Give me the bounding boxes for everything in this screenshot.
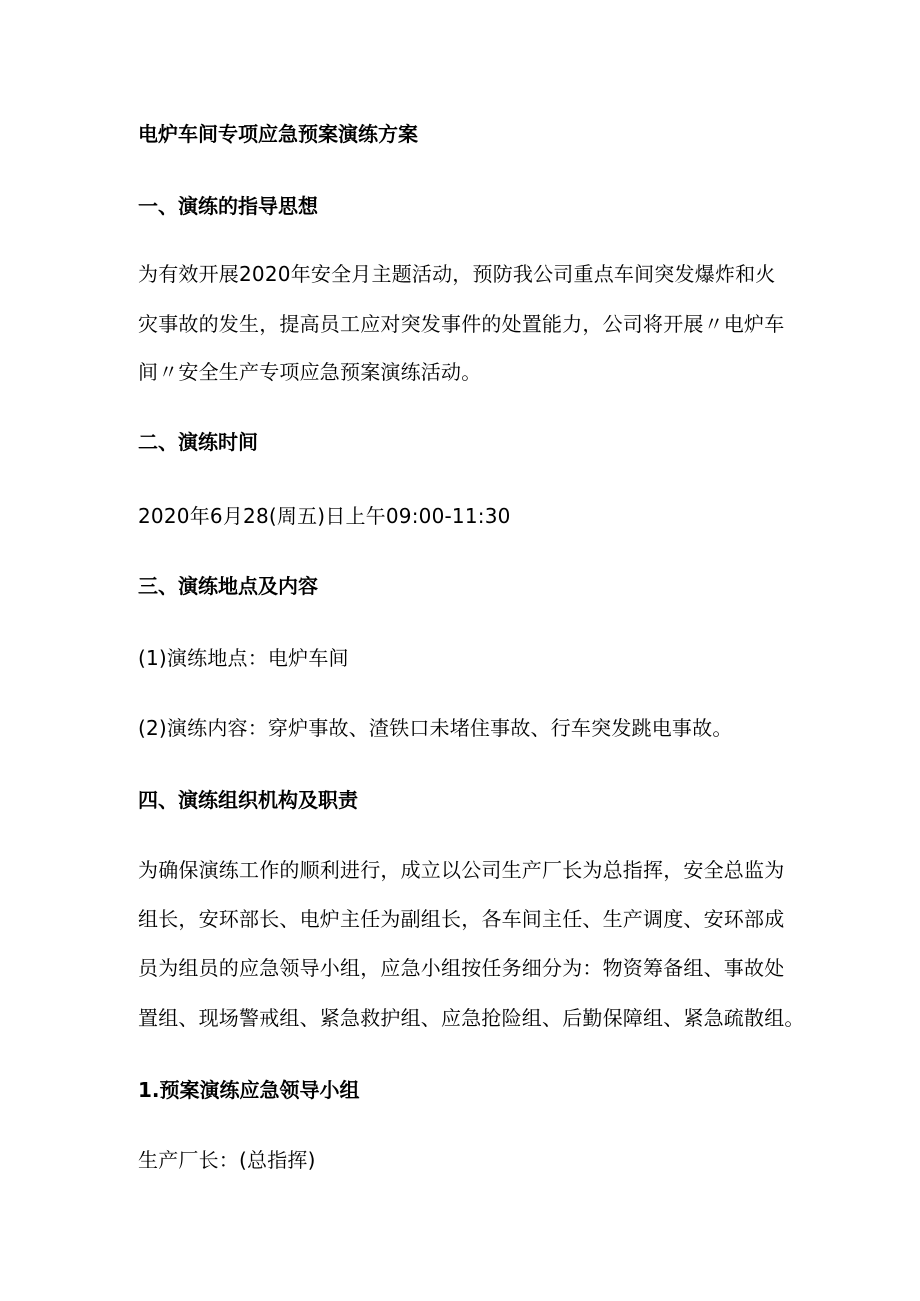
- document-title: 电炉车间专项应急预案演练方案: [138, 122, 418, 146]
- paragraph-line: 为有效开展2020年安全月主题活动，预防我公司重点车间突发爆炸和火: [138, 262, 776, 286]
- section-heading-4: 四、演练组织机构及职责: [138, 788, 358, 812]
- paragraph-line: 为确保演练工作的顺利进行，成立以公司生产厂长为总指挥，安全总监为: [138, 858, 785, 882]
- paragraph-line: 2020年6月28(周五)日上午09:00-11:30: [138, 504, 511, 528]
- paragraph-line: 生产厂长：(总指挥): [138, 1148, 316, 1172]
- paragraph-line: 灾事故的发生，提高员工应对突发事件的处置能力，公司将开展〃电炉车: [138, 312, 785, 336]
- paragraph-line: 员为组员的应急领导小组，应急小组按任务细分为：物资筹备组、事故处: [138, 956, 785, 980]
- section-heading-2: 二、演练时间: [138, 430, 258, 454]
- paragraph-line: (2)演练内容：穿炉事故、渣铁口未堵住事故、行车突发跳电事故。: [138, 716, 733, 740]
- subheading: 1.预案演练应急领导小组: [138, 1078, 360, 1102]
- section-heading-1: 一、演练的指导思想: [138, 194, 318, 218]
- paragraph-line: 组长，安环部长、电炉主任为副组长，各车间主任、生产调度、安环部成: [138, 907, 785, 931]
- section-heading-3: 三、演练地点及内容: [138, 574, 318, 598]
- paragraph-line: 间〃安全生产专项应急预案演练活动。: [138, 360, 482, 384]
- paragraph-line: 置组、现场警戒组、紧急救护组、应急抢险组、后勤保障组、紧急疏散组。: [138, 1006, 805, 1030]
- paragraph-line: (1)演练地点：电炉车间: [138, 646, 349, 670]
